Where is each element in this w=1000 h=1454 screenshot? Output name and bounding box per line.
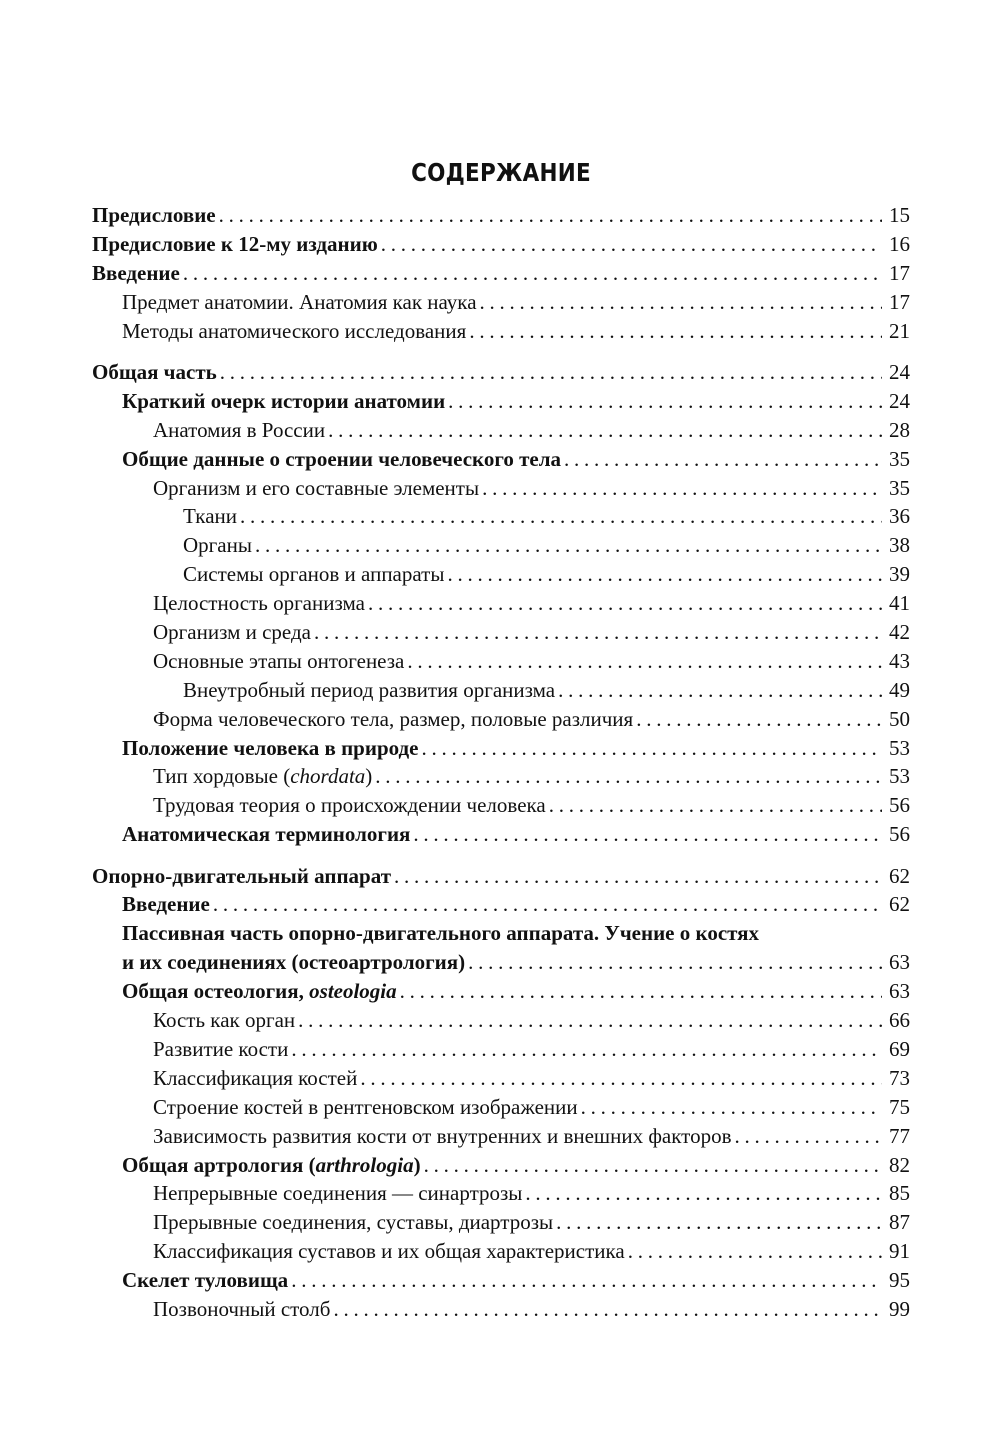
toc-entry[interactable] [92,862,910,891]
toc-entry[interactable] [92,474,910,503]
toc-entry[interactable] [92,259,910,288]
toc-entry[interactable] [92,676,910,705]
toc-entry-page: 28 [889,417,910,442]
leader-dots [556,1208,882,1237]
leader-dots [291,1266,882,1295]
toc-entry[interactable] [92,317,910,346]
table-of-contents [92,158,910,1324]
toc-entry-title: Непрерывные соединения — синартрозы [153,1181,523,1206]
toc-entry[interactable] [92,1295,910,1324]
toc-entry-page: 16 [889,231,910,256]
toc-entry-title: Позвоночный столб [153,1296,331,1321]
toc-entry-page: 49 [889,677,910,702]
leader-dots [549,791,882,820]
toc-entry[interactable] [92,560,910,589]
toc-entry-title: Классификация костей [153,1065,358,1090]
leader-dots [314,618,882,647]
leader-dots [219,201,882,230]
toc-entry-page: 36 [889,504,910,529]
toc-entry-title: Прерывные соединения, суставы, диартрозы [153,1210,554,1235]
toc-entry-title: Введение [122,892,210,917]
toc-entry[interactable] [92,977,910,1006]
toc-entry[interactable] [92,1266,910,1295]
toc-entry[interactable] [92,589,910,618]
toc-entry-title: Организм и среда [153,619,311,644]
toc-entry[interactable] [92,1208,910,1237]
toc-entry[interactable] [92,820,910,849]
toc-entry[interactable] [92,387,910,416]
toc-entry-page: 38 [889,533,910,558]
toc-entry[interactable] [92,201,910,230]
toc-entry-title: Методы анатомического исследования [122,318,467,343]
leader-dots [394,862,882,891]
leader-dots [360,1064,882,1093]
toc-entry-page: 35 [889,446,910,471]
toc-entry-page: 21 [889,318,910,343]
toc-entry[interactable] [92,705,910,734]
toc-entry[interactable] [92,416,910,445]
toc-entry-title: Предисловие к 12-му изданию [92,231,378,256]
toc-entry[interactable] [92,948,910,977]
title-prefix: Общая остеология, [122,979,310,1004]
toc-entry[interactable] [92,358,910,387]
toc-entry[interactable] [92,445,910,474]
toc-entry[interactable] [92,1006,910,1035]
leader-dots [636,705,882,734]
title-prefix: Тип хордовые ( [153,764,291,789]
leader-dots [447,560,882,589]
toc-entry-page: 35 [889,475,910,500]
toc-entry-title: Анатомия в России [153,417,326,442]
toc-entry-page: 53 [889,735,910,760]
toc-entry-page: 17 [889,289,910,314]
latin-term: arthrologia [315,1152,414,1177]
toc-entry-page: 63 [889,979,910,1004]
toc-entry[interactable] [92,1151,910,1180]
leader-dots [333,1295,882,1324]
leader-dots [734,1122,882,1151]
leader-dots [400,977,882,1006]
leader-dots [564,445,882,474]
toc-entry[interactable] [92,647,910,676]
leader-dots [448,387,882,416]
toc-entry-page: 53 [889,764,910,789]
toc-entry-title: Организм и его составные элементы [153,475,480,500]
toc-entry-title: Введение [92,260,180,285]
leader-dots [183,259,882,288]
leader-dots [480,288,882,317]
toc-entry[interactable] [92,1064,910,1093]
toc-entry-page: 24 [889,388,910,413]
leader-dots [291,1035,882,1064]
leader-dots [421,734,882,763]
toc-entry[interactable] [92,502,910,531]
toc-entry-page: 66 [889,1008,910,1033]
leader-dots [469,317,882,346]
toc-entry[interactable] [92,288,910,317]
toc-entry[interactable] [92,762,910,791]
toc-entry-page: 69 [889,1036,910,1061]
toc-entry-page: 75 [889,1094,910,1119]
leader-dots [298,1006,882,1035]
title-suffix: ) [413,1152,421,1177]
toc-entry[interactable] [92,890,910,919]
toc-entry-title: Развитие кости [153,1036,289,1061]
toc-entry-title: Краткий очерк истории анатомии [122,388,446,413]
toc-entry-page: 63 [889,950,910,975]
leader-dots [368,589,882,618]
toc-entry[interactable] [92,1237,910,1266]
toc-entry-title: Опорно-двигательный аппарат [92,863,392,888]
toc-entry-title: Форма человеческого тела, размер, половые различия [153,706,634,731]
leader-dots [482,474,882,503]
leader-dots [581,1093,882,1122]
toc-entry[interactable] [92,1035,910,1064]
toc-entry[interactable] [92,791,910,820]
latin-term: chordata [290,764,366,789]
toc-entry-page: 91 [889,1239,910,1264]
toc-entry-title: Внеутробный период развития организма [183,677,556,702]
toc-entry-page: 50 [889,706,910,731]
toc-entry-page: 95 [889,1268,910,1293]
toc-entry-page: 87 [889,1210,910,1235]
toc-entry-page: 77 [889,1123,910,1148]
toc-entry[interactable] [92,230,910,259]
leader-dots [525,1179,882,1208]
toc-entry-title: Положение человека в природе [122,735,419,760]
toc-entry[interactable] [92,734,910,763]
leader-dots [628,1237,882,1266]
toc-entry-page: 56 [889,793,910,818]
leader-dots [413,820,882,849]
toc-entry-title: Системы органов и аппараты [183,562,445,587]
toc-entry-title: Анатомическая терминология [122,822,411,847]
toc-entry-page: 62 [889,892,910,917]
toc-entry[interactable] [92,618,910,647]
toc-entry-page: 62 [889,863,910,888]
toc-entry-page: 82 [889,1152,910,1177]
title-prefix: Общая артрология ( [122,1152,316,1177]
toc-entry-title [122,977,397,1006]
leader-dots [240,502,882,531]
toc-entry-page: 39 [889,562,910,587]
toc-entry-title: Общие данные о строении человеческого тела [122,446,562,471]
toc-entry-title: Ткани [183,504,237,529]
toc-entry-title-line1[interactable]: Пассивная часть опорно-двигательного аппарата. Учение о костях [122,921,760,946]
toc-entry-page: 43 [889,648,910,673]
leader-dots [213,890,882,919]
toc-entry-title: Целостность организма [153,591,365,616]
leader-dots [468,948,882,977]
toc-entry-page: 15 [889,203,910,227]
leader-dots [375,762,882,791]
toc-entry-title: Строение костей в рентгеновском изображении [153,1094,578,1119]
toc-entry-title: Общая часть [92,359,217,384]
leader-dots [558,676,882,705]
toc-entry-title [153,762,372,791]
toc-entry-page: 99 [889,1296,910,1321]
toc-entry-title: Основные этапы онтогенеза [153,648,405,673]
toc-entry-page: 85 [889,1181,910,1206]
toc-entry-page: 73 [889,1065,910,1090]
title-suffix: ) [365,764,373,789]
toc-entry-title: Скелет туловища [122,1268,289,1293]
toc-entry-title [122,1151,421,1180]
toc-entry-page: 42 [889,619,910,644]
toc-entry-title: Зависимость развития кости от внутренних и внешних факторов [153,1123,732,1148]
leader-dots [381,230,882,259]
leader-dots [328,416,882,445]
toc-entry-page: 17 [889,260,910,285]
latin-term: osteologia [309,979,397,1004]
leader-dots [407,647,882,676]
toc-entry-title: и их соединениях (остеоартрология) [122,950,466,975]
toc-entry-title: Классификация суставов и их общая характеристика [153,1239,625,1264]
toc-entry-page: 41 [889,591,910,616]
toc-entry-title: Предисловие [92,203,216,227]
toc-entry[interactable] [92,1093,910,1122]
toc-entry[interactable] [92,1122,910,1151]
toc-entry-title: Трудовая теория о происхождении человека [153,793,546,818]
toc-entry-page: 24 [889,359,910,384]
toc-entry-title: Предмет анатомии. Анатомия как наука [122,289,477,314]
toc-entry-title: Кость как орган [153,1008,296,1033]
leader-dots [424,1151,882,1180]
toc-entry[interactable] [92,1179,910,1208]
leader-dots [220,358,882,387]
toc-entry-page: 56 [889,822,910,847]
toc-entry-title: Органы [183,533,252,558]
page-title: СОДЕРЖАНИЕ [411,158,591,187]
toc-entry[interactable] [92,531,910,560]
leader-dots [255,531,882,560]
